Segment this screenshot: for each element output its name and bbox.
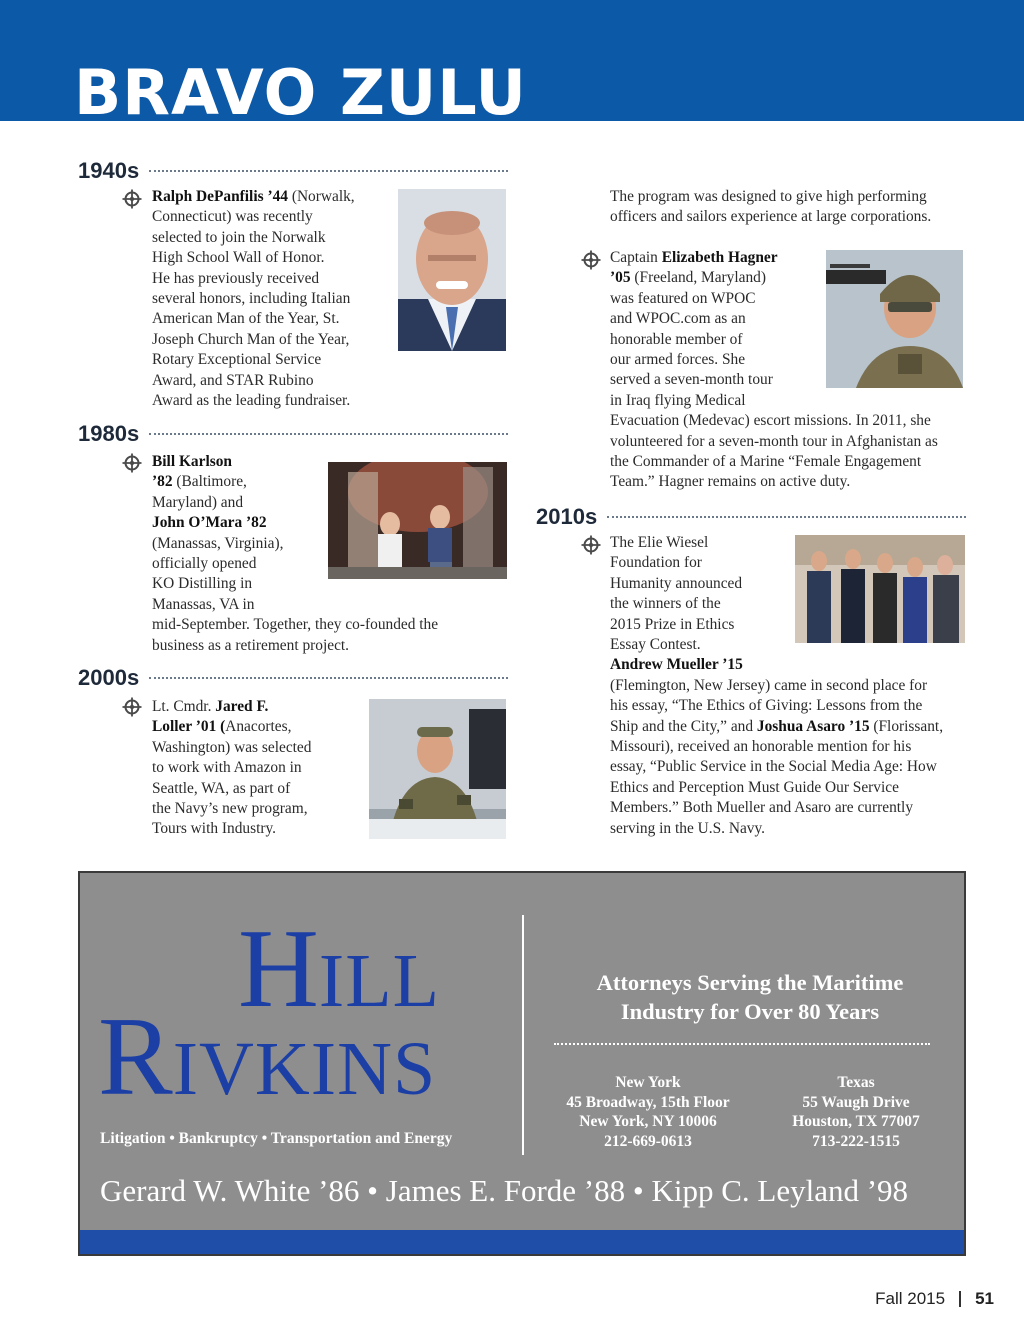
office-texas: Texas 55 Waugh Drive Houston, TX 77007 713-222-1515 <box>792 1074 920 1150</box>
compass-bullet-icon <box>581 535 601 555</box>
dotted-rule <box>554 1043 930 1045</box>
masthead-banner <box>0 0 1024 121</box>
decade-header-1980s <box>78 419 508 445</box>
alumni-name: Ralph DePanfilis ’44 <box>152 188 288 205</box>
page-title: BRAVO ZULU <box>74 56 527 121</box>
alumni-name: John O’Mara ’82 <box>152 514 267 532</box>
portrait-photo-loller <box>369 699 506 839</box>
entry-loller-continued: The program was designed to give high performing officers and sailors experience at large corporations. <box>610 188 932 226</box>
entry-loller: Lt. Cmdr. Jared F. Loller ’01 (Anacortes, Washington) was selected to work with Amazon in Seattle, WA, as part of the Navy’s new program, Tours with Industry. <box>152 698 312 838</box>
alumni-name: Bill Karlson <box>152 453 232 470</box>
dotted-rule <box>149 677 508 679</box>
alumni-name: Andrew Mueller ’15 <box>610 656 743 674</box>
page-footer <box>875 1289 994 1309</box>
dotted-rule <box>607 516 966 518</box>
law-firm-logo-rivkins: RIVKINS <box>98 995 437 1119</box>
alumni-name: Jared F. <box>215 698 269 715</box>
compass-bullet-icon <box>122 453 142 473</box>
partner-names: Gerard W. White ’86 • James E. Forde ’88 • Kipp C. Leyland ’98 <box>100 1173 909 1208</box>
decade-label: 1940s <box>78 158 140 183</box>
hill-rivkins-advertisement <box>78 871 966 1256</box>
issue-label: Fall 2015 <box>875 1289 946 1308</box>
decade-label: 2000s <box>78 665 140 690</box>
ad-tagline: Attorneys Serving the Maritime Industry for Over 80 Years <box>596 970 904 1024</box>
decade-label: 1980s <box>78 421 140 446</box>
compass-bullet-icon <box>581 250 601 270</box>
entry-karlson-omara: Bill Karlson ’82 (Baltimore, Maryland) and John O’Mara ’82 (Manassas, Virginia), officially opened KO Distilling in Manassas, VA in mid-September. Together, they co-founded the business as a retirement project. <box>152 453 439 654</box>
group-photo-wiesel-winners <box>795 535 965 643</box>
alumni-name: Elizabeth Hagner <box>661 249 778 266</box>
portrait-photo-hagner <box>826 250 963 388</box>
compass-bullet-icon <box>122 189 142 209</box>
decade-header-2010s <box>536 502 966 528</box>
photo-ko-distilling <box>328 462 507 579</box>
office-new-york: New York 45 Broadway, 15th Floor New York, NY 10006 212-669-0613 <box>566 1074 730 1150</box>
dotted-rule <box>149 170 508 172</box>
entry-wiesel: The Elie Wiesel Foundation for Humanity announced the winners of the 2015 Prize in Ethics Essay Contest. Andrew Mueller ’15 (Flemington, New Jersey) came in second place for his essay, “The Ethics of Giving: Lessons from the Ship and the City,” and Joshua Asaro ’15 (Florissant, Missouri), received an honorable mention for his essay, “Public Service in the Social Media Age: How Ethics and Perception Must Guide Our Service Members.” Both Mueller and Asaro are currently serving in the U.S. Navy. <box>610 534 944 837</box>
ad-divider <box>522 915 524 1155</box>
entry-hagner: Captain Elizabeth Hagner ’05 (Freeland, Maryland) was featured on WPOC and WPOC.com as an honorable member of our armed forces. She served a seven-month tour in Iraq flying Medical Evacuation (Medevac) escort missions. In 2011, she volunteered for a seven-month tour in Afghanistan as the Commander of a Marine “Female Engagement Team.” Hagner remains on active duty. <box>610 249 938 491</box>
ad-accent-bar <box>80 1230 964 1254</box>
page-number: 51 <box>975 1289 994 1308</box>
entry-depanfilis: Ralph DePanfilis ’44 (Norwalk, Connecticut) was recently selected to join the Norwalk High School Wall of Honor. He has previously received several honors, including Italian American Man of the Year, St. Joseph Church Man of the Year, Rotary Exceptional Service Award, and STAR Rubino Award as the leading fundraiser. <box>152 188 355 410</box>
decade-header-2000s <box>78 663 508 689</box>
portrait-photo-depanfilis <box>398 189 506 351</box>
compass-bullet-icon <box>122 697 142 717</box>
alumni-name: Joshua Asaro ’15 <box>756 717 870 735</box>
practice-areas: Litigation • Bankruptcy • Transportation and Energy <box>100 1130 453 1147</box>
law-firm-logo-hill: HILL <box>238 907 441 1031</box>
decade-header-1940s <box>78 156 508 182</box>
decade-label: 2010s <box>536 504 598 529</box>
footer-separator <box>959 1291 961 1307</box>
dotted-rule <box>149 433 508 435</box>
